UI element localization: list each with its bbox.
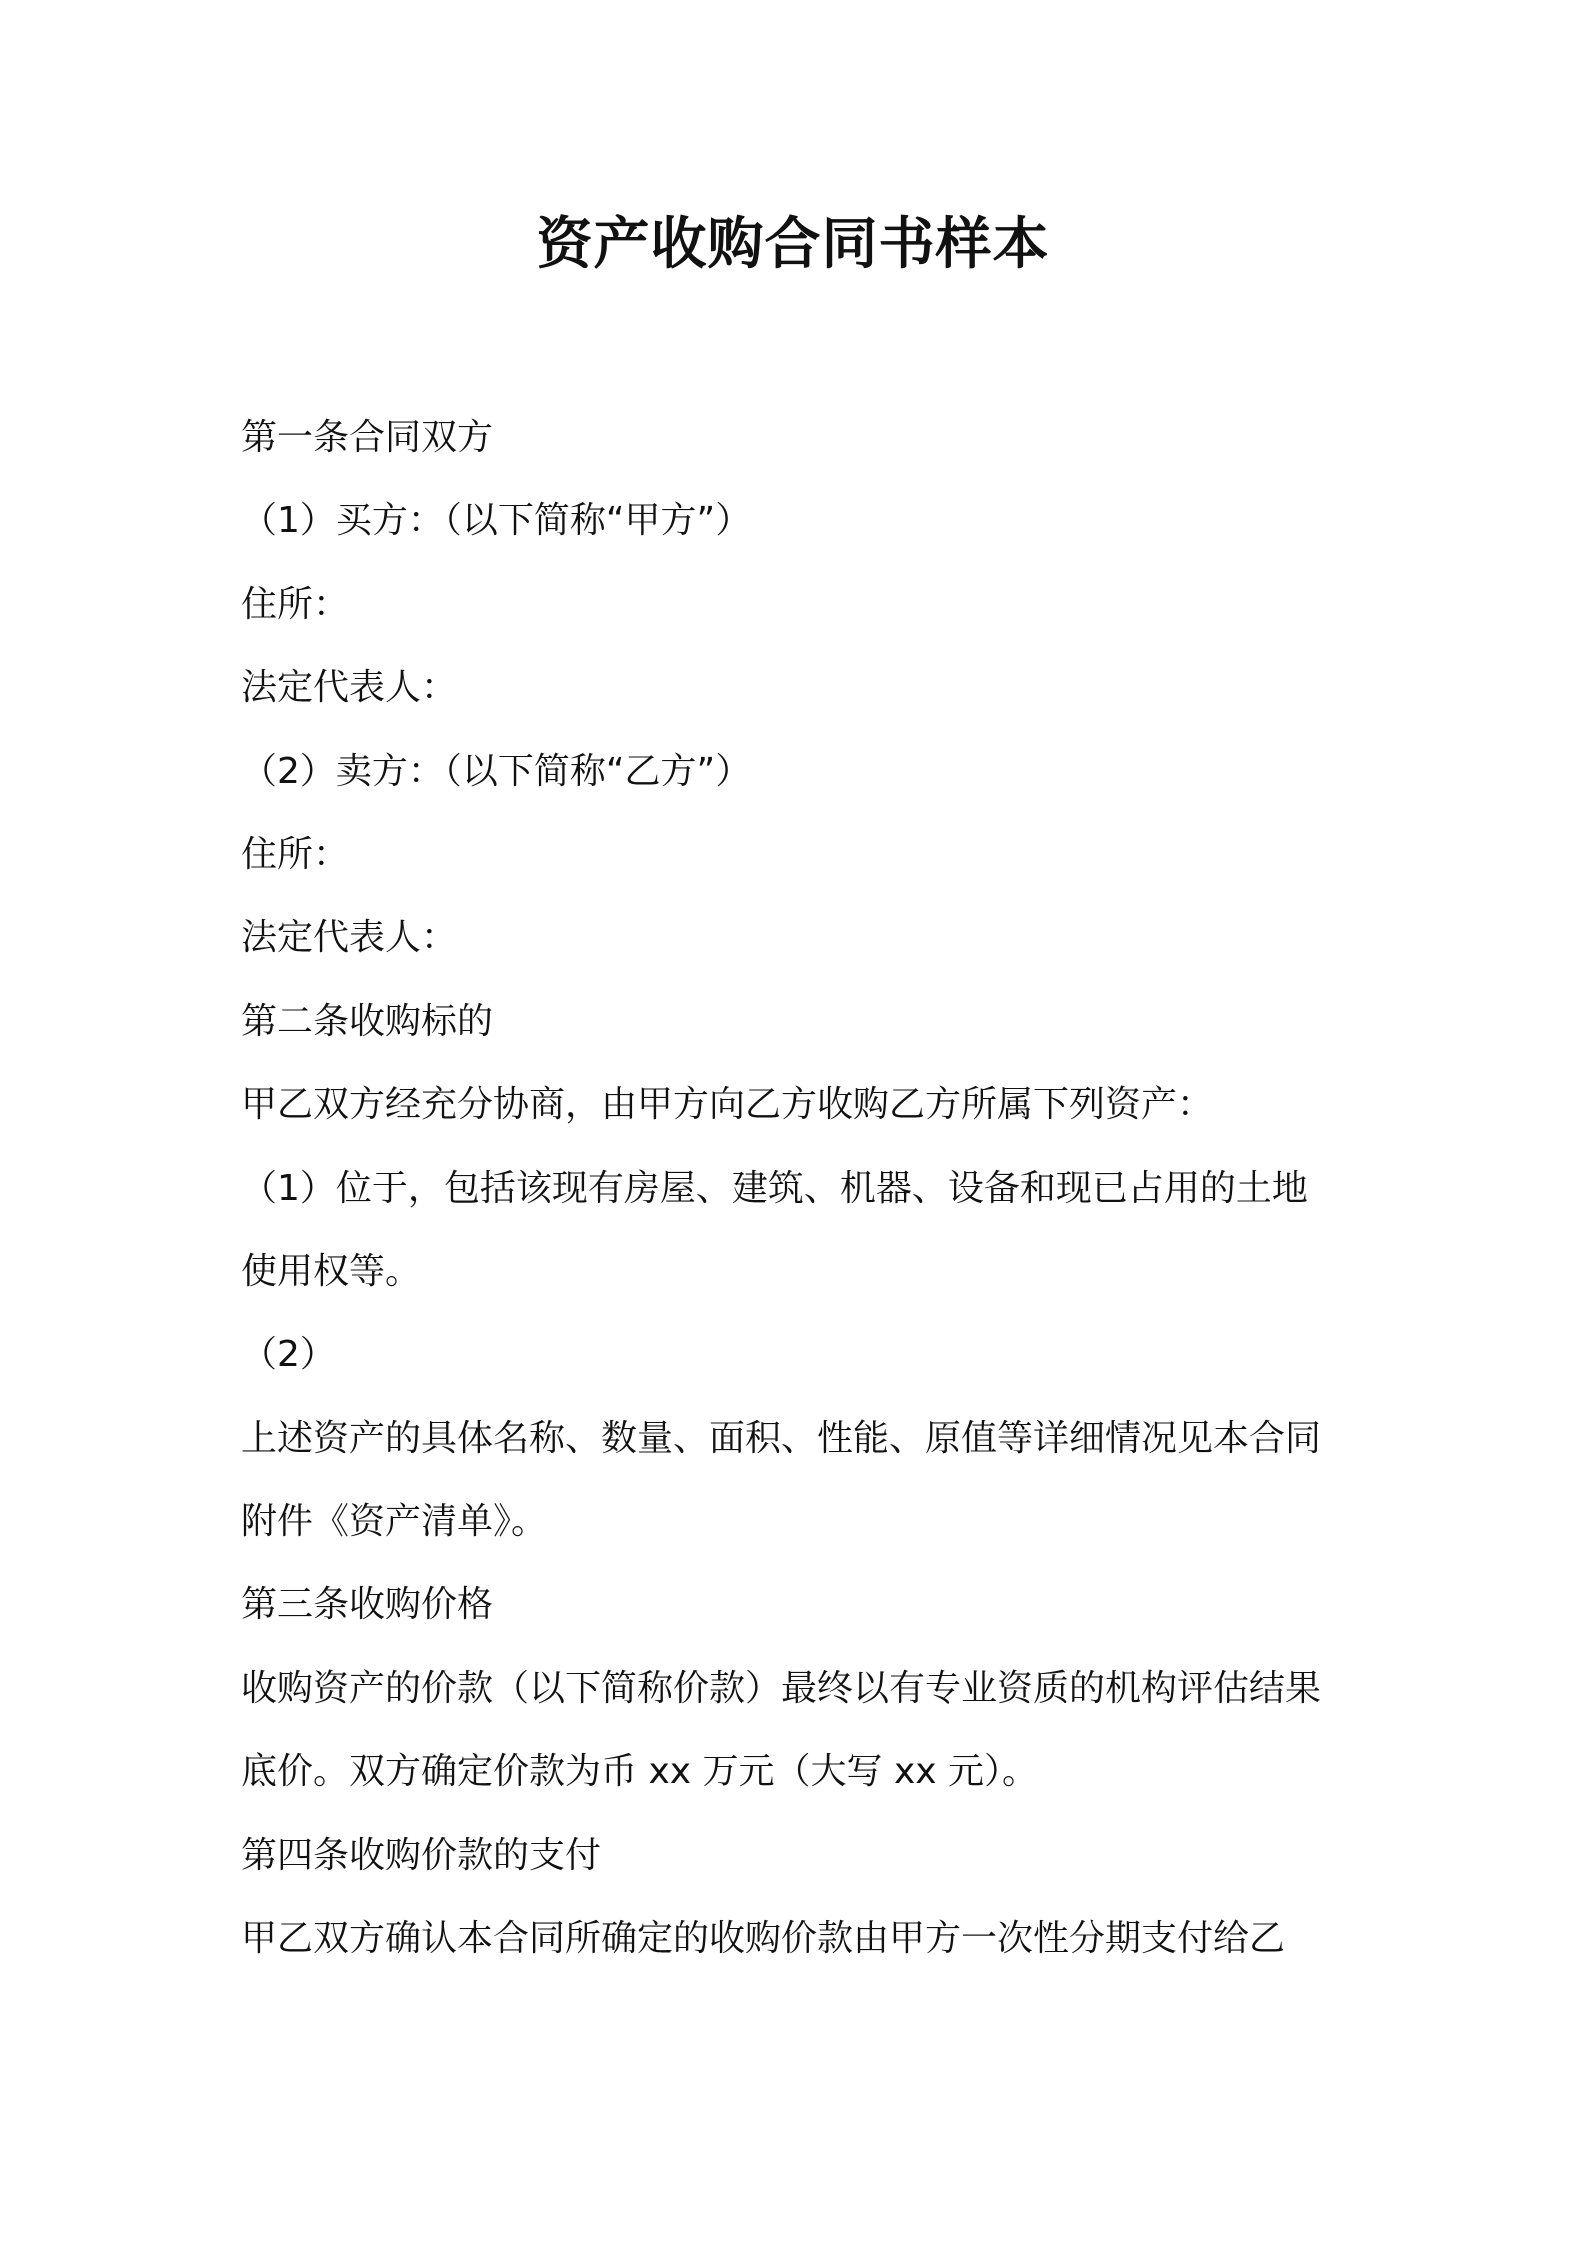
paragraph-line: 收购资产的价款（以下简称价款）最终以有专业资质的机构评估结果: [241, 1668, 1322, 1709]
article-1-heading: 第一条合同双方: [241, 417, 494, 458]
buyer-legal-rep-line: 法定代表人：: [241, 667, 458, 708]
seller-address-line: 住所：: [241, 834, 350, 875]
article-4-heading: 第四条收购价款的支付: [241, 1835, 602, 1876]
buyer-address-line: 住所：: [241, 584, 350, 625]
document-title: 资产收购合同书样本: [536, 212, 1050, 277]
paragraph-line: 底价。双方确定价款为币 xx 万元（大写 xx 元）。: [241, 1751, 1038, 1792]
paragraph-line: （2）: [241, 1334, 336, 1375]
paragraph-line: 上述资产的具体名称、数量、面积、性能、原值等详细情况见本合同: [241, 1418, 1322, 1459]
paragraph-line: 甲乙双方经充分协商，由甲方向乙方收购乙方所属下列资产：: [241, 1084, 1214, 1125]
article-2-heading: 第二条收购标的: [241, 1001, 494, 1042]
paragraph-line: （1）位于，包括该现有房屋、建筑、机器、设备和现已占用的土地: [241, 1168, 1308, 1209]
paragraph-line: 附件《资产清单》。: [241, 1501, 548, 1542]
buyer-line: （1）买方：（以下简称“甲方”）: [241, 500, 752, 541]
article-3-heading: 第三条收购价格: [241, 1584, 494, 1625]
seller-legal-rep-line: 法定代表人：: [241, 917, 458, 958]
paragraph-line: 使用权等。: [241, 1251, 422, 1292]
seller-line: （2）卖方：（以下简称“乙方”）: [241, 751, 752, 792]
paragraph-line: 甲乙双方确认本合同所确定的收购价款由甲方一次性分期支付给乙: [241, 1918, 1286, 1959]
